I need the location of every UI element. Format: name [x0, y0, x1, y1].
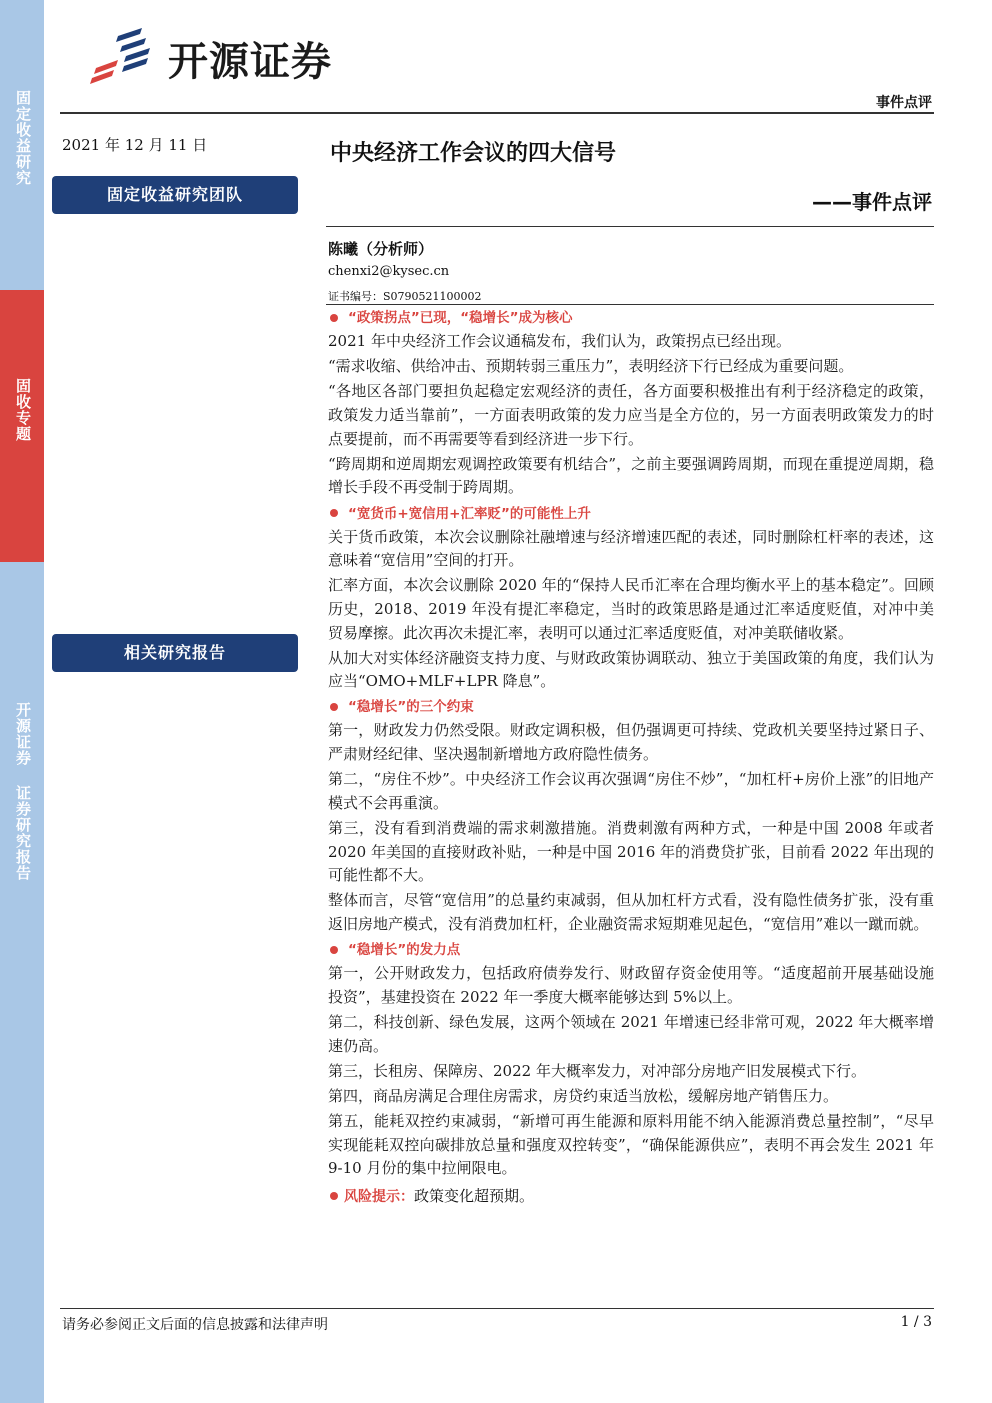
section-heading	[328, 695, 934, 719]
logo-mark-icon	[88, 24, 160, 86]
side-band-bottom	[0, 562, 44, 1403]
body-paragraph: “各地区各部门要担负起稳定宏观经济的责任，各方面要积极推出有利于经济稳定的政策，政策发力适当靠前”，一方面表明政策的发力应当是全方位的，另一方面表明政策发力的时点要提前，而不再需要等看到经济进一步下行。	[328, 382, 934, 448]
report-subtitle: ——事件点评	[812, 190, 932, 214]
side-band-top	[0, 0, 44, 290]
analyst-cert: 证书编号：S0790521100002	[328, 290, 482, 303]
report-body	[328, 306, 934, 1209]
body-paragraph: 第三，没有看到消费端的需求刺激措施。消费刺激有两种方式，一种是中国 2008 年或者 2020 年美国的直接财政补贴，一种是中国 2016 年的消费贷扩张，目前看 2022 年出现的可能性都不大。	[328, 819, 934, 885]
section-heading-text: “稳增长”的发力点	[348, 942, 461, 959]
body-paragraph: 整体而言，尽管“宽信用”的总量约束减弱，但从加杠杆方式看，没有隐性债务扩张，没有重返旧房地产模式，没有消费加杠杆，企业融资需求短期难见起色，“宽信用”难以一蹴而就。	[328, 891, 934, 933]
body-paragraph: 汇率方面，本次会议删除 2020 年的“保持人民币汇率在合理均衡水平上的基本稳定”。回顾历史，2018、2019 年没有提汇率稳定，当时的政策思路是通过汇率适度贬值，对冲中美贸易摩擦。此次再次未提汇率，表明可以通过汇率适度贬值，对冲美联储收紧。	[328, 576, 934, 642]
report-date: 2021 年 12 月 11 日	[62, 136, 208, 154]
bullet-dot-icon	[330, 1192, 338, 1200]
section-heading	[328, 306, 934, 330]
logo-text: 开源证券	[168, 39, 332, 85]
footer-disclaimer: 请务必参阅正文后面的信息披露和法律声明	[62, 1317, 328, 1333]
analyst-name: 陈曦（分析师）	[328, 240, 434, 258]
side-band-middle	[0, 290, 44, 562]
body-paragraph: 第一，财政发力仍然受限。财政定调积极，但仍强调更可持续、党政机关要坚持过紧日子、严肃财经纪律、坚决遏制新增地方政府隐性债务。	[328, 721, 934, 764]
body-paragraph: “需求收缩、供给冲击、预期转弱三重压力”，表明经济下行已经成为重要问题。	[328, 357, 854, 376]
section-heading	[328, 938, 934, 962]
body-paragraph: 第四，商品房满足合理住房需求，房贷约束适当放松，缓解房地产销售压力。	[328, 1086, 839, 1105]
side-label-brand: 开源证券 证券研究报告	[14, 702, 32, 881]
risk-warning	[328, 1183, 934, 1209]
bullet-dot-icon	[330, 509, 338, 517]
bullet-dot-icon	[330, 314, 338, 322]
section-heading-text: “宽货币+宽信用+汇率贬”的可能性上升	[348, 505, 591, 522]
side-label-topic: 固收专题	[14, 378, 32, 442]
page-number: 1 / 3	[900, 1314, 932, 1330]
body-paragraph: 2021 年中央经济工作会议通稿发布，我们认为，政策拐点已经出现。	[328, 332, 791, 350]
footer-divider	[60, 1308, 934, 1309]
body-paragraph: 第一，公开财政发力，包括政府债券发行、财政留存资金使用等。“适度超前开展基础设施投资”，基建投资在 2022 年一季度大概率能够达到 5%以上。	[328, 964, 934, 1006]
team-banner: 固定收益研究团队	[52, 176, 298, 214]
side-band	[0, 0, 44, 1403]
analyst-email[interactable]: chenxi2@kysec.cn	[328, 264, 450, 279]
side-label-fixed-income: 固定收益研究	[14, 90, 32, 186]
body-paragraph: “跨周期和逆周期宏观调控政策要有机结合”，之前主要强调跨周期，而现在重提逆周期，稳增长手段不再受制于跨周期。	[328, 454, 934, 497]
report-title: 中央经济工作会议的四大信号	[330, 141, 617, 166]
section-heading-text: “稳增长”的三个约束	[348, 699, 474, 716]
analyst-divider	[326, 304, 934, 305]
risk-text: 政策变化超预期。	[414, 1186, 535, 1205]
body-paragraph: 关于货币政策，本次会议删除社融增速与经济增速匹配的表述，同时删除杠杆率的表述，这意味着“宽信用”空间的打开。	[328, 527, 934, 570]
body-paragraph: 第五，能耗双控约束减弱，“新增可再生能源和原料用能不纳入能源消费总量控制”，“尽早实现能耗双控向碳排放总量和强度双控转变”，“确保能源供应”，表明不再会发生 2021 年 9-10 月份的集中拉闸限电。	[328, 1112, 934, 1178]
body-paragraph: 第二，“房住不炒”。中央经济工作会议再次强调“房住不炒”，“加杠杆+房价上涨”的旧地产模式不会再重演。	[328, 770, 934, 812]
section-heading	[328, 502, 934, 526]
risk-label: 风险提示：	[344, 1188, 414, 1205]
body-paragraph: 第二，科技创新、绿色发展，这两个领域在 2021 年增速已经非常可观，2022 年大概率增速仍高。	[328, 1012, 934, 1055]
bullet-dot-icon	[330, 946, 338, 954]
body-paragraph: 从加大对实体经济融资支持力度、与财政政策协调联动、独立于美国政策的角度，我们认为应当“OMO+MLF+LPR 降息”。	[328, 648, 934, 691]
related-reports-banner[interactable]: 相关研究报告	[52, 634, 298, 672]
header-divider	[60, 112, 934, 114]
title-divider	[326, 226, 934, 227]
company-logo	[88, 22, 388, 92]
body-paragraph: 第三，长租房、保障房、2022 年大概率发力，对冲部分房地产旧发展模式下行。	[328, 1061, 866, 1080]
bullet-dot-icon	[330, 703, 338, 711]
section-heading-text: “政策拐点”已现，“稳增长”成为核心	[348, 310, 573, 326]
doc-type-label: 事件点评	[876, 95, 932, 111]
